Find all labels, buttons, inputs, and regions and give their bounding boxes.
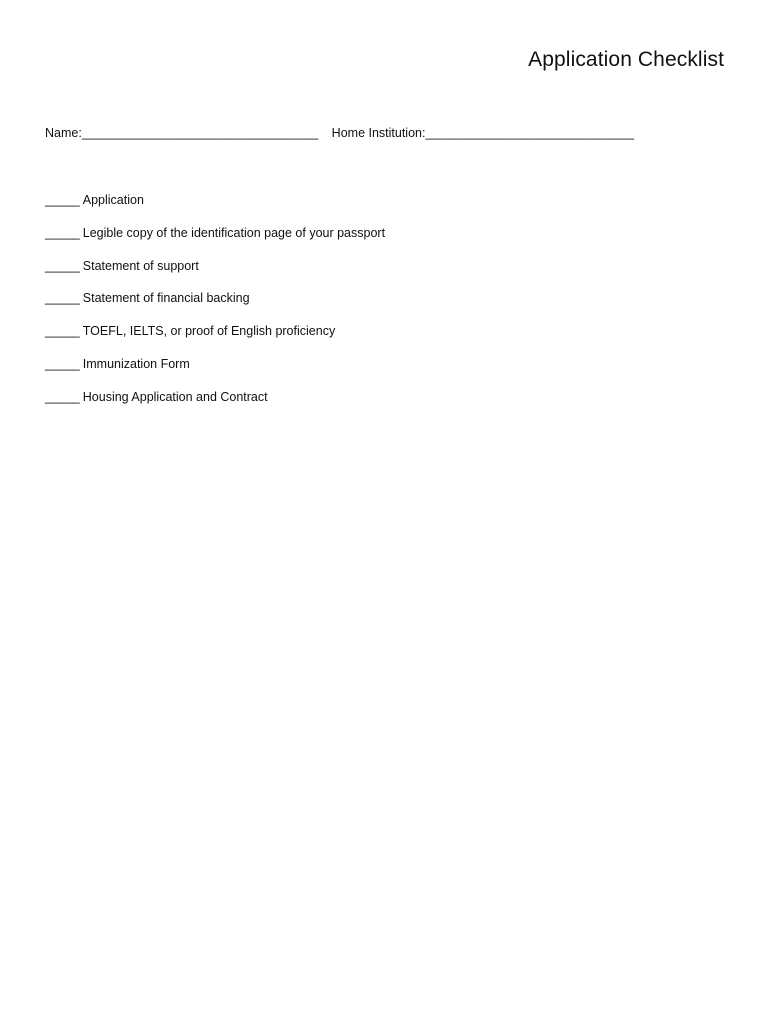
checklist-item: [45, 258, 385, 291]
checklist-item: [45, 192, 385, 225]
checklist-item-label: Application: [82, 193, 144, 207]
checklist-item-label: Legible copy of the identification page of your passport: [82, 225, 386, 240]
checklist-item: [45, 290, 385, 323]
checkbox-blank: _____: [45, 193, 80, 207]
page-title: Application Checklist: [528, 48, 724, 71]
checkbox-blank: _____: [45, 258, 80, 273]
checklist-item: [45, 389, 385, 422]
checklist-item: [45, 323, 385, 356]
checklist-item-label: Statement of financial backing: [82, 291, 250, 306]
checklist-item-label: TOEFL, IELTS, or proof of English proficiency: [82, 324, 336, 339]
name-field: Name:__________________________________: [45, 126, 319, 140]
checkbox-blank: _____: [45, 324, 80, 339]
checkbox-blank: _____: [45, 291, 80, 306]
checkbox-blank: _____: [45, 356, 80, 371]
home-institution-field: Home Institution:______________________________: [331, 126, 635, 140]
applicant-fields: [45, 126, 634, 140]
checklist-item: [45, 356, 385, 389]
checklist-item-label: Immunization Form: [82, 356, 190, 371]
checklist-item-label: Housing Application and Contract: [82, 389, 268, 404]
checklist-item: [45, 225, 385, 258]
checklist: [45, 192, 385, 422]
checkbox-blank: _____: [45, 389, 80, 404]
checkbox-blank: _____: [45, 225, 80, 240]
checklist-item-label: Statement of support: [82, 258, 199, 273]
